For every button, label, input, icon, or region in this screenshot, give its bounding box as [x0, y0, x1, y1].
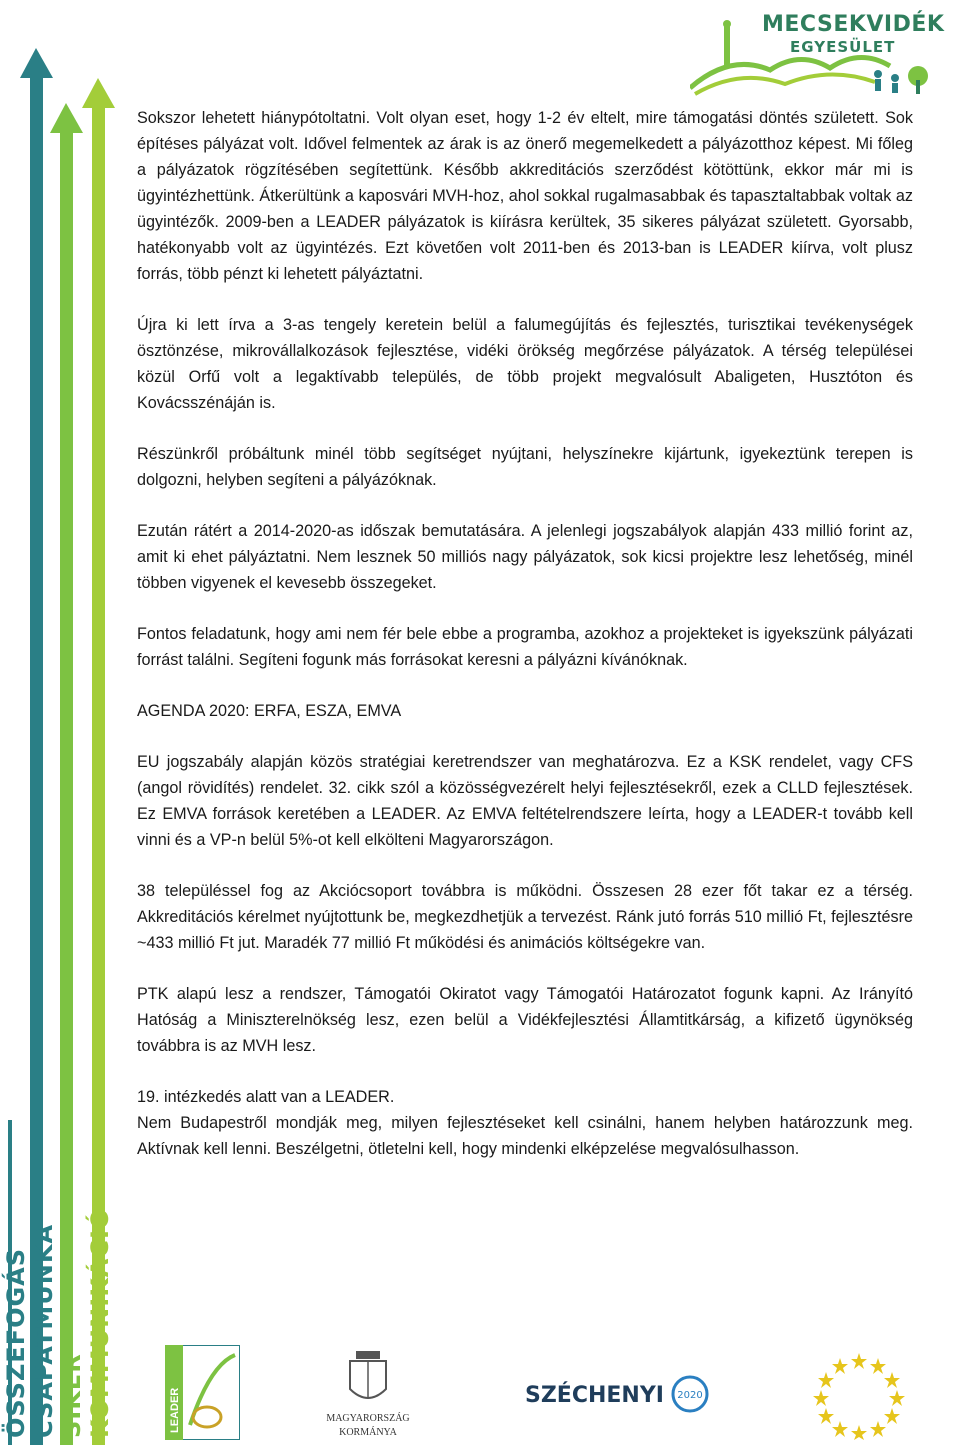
- main-content: [137, 105, 913, 1187]
- szechenyi-text: SZÉCHENYI: [525, 1383, 664, 1408]
- hungary-government-crest-icon: [318, 1345, 418, 1440]
- leader-logo-icon: [165, 1345, 240, 1440]
- paragraph-9: 19. intézkedés alatt van a LEADER.: [137, 1088, 395, 1106]
- paragraph-4: Ezután rátért a 2014-2020-as időszak bemutatására. A jelenlegi jogszabályok alapján 433 millió forint az, amit ki ehet pályáztatni. Nem lesznek 50 milliós nagy pályázatok, sok kicsi projektre lesz lehetőség, minél többen vigyenek el kevesebb összegeket.: [137, 522, 913, 592]
- szechenyi-year: 2020: [677, 1390, 703, 1401]
- logo-subtitle: EGYESÜLET: [790, 38, 896, 56]
- logo-title: MECSEKVIDÉK: [762, 12, 945, 37]
- szechenyi-2020-logo-icon: [525, 1372, 715, 1414]
- paragraph-2: Újra ki lett írva a 3-as tengely keretein belül a falumegújítás és fejlesztés, turisztikai tevékenységek ösztönzése, mikrovállalkozások fejlesztése, vidéki örökség megőrzése pályázatok. A térség települései közül Orfű volt a legaktívabb település, de több projekt megvalósult Abaligeten, Husztóton és Kovácsszénáján is.: [137, 316, 913, 412]
- leader-logo-text: LEADER: [169, 1387, 181, 1433]
- paragraph-6: EU jogszabály alapján közös stratégiai keretrendszer van meghatározva. Ez a KSK rendelet, vagy CFS (angol rövidítés) rendelet. 32. cikk szól a közösségvezérelt helyi fejlesztésekről, ezek a CLLD fejlesztések. Ez EMVA források keretében a LEADER. Az EMVA feltételrendszere leírta, hogy a LEADER-t tovább kell vinni és a VP-n belül 5%-ot kell elkölteni Magyarországon.: [137, 753, 913, 849]
- paragraph-1: Sokszor lehetett hiánypótoltatni. Volt olyan eset, hogy 1-2 év eltelt, mire támogatási döntés született. Sok építéses pályázat volt. Idővel felmentek az árak is az önerő megemelkedett a pályázotthoz képest. Mi főleg a pályázatok rögzítésében segítettünk. Később akkreditációs szerződést kötöttünk, ekkor már mi is ügyintézhettünk. Átkerültünk a kaposvári MVH-hoz, ahol sokkal rugalmasabbak és tapasztaltabbak voltak az ügyintézők. 2009-ben a LEADER pályázatok is kiírásra kerültek, 35 sikeres pályázat született. Gyorsabb, hatékonyabb volt az ügyintézés. Ezt követően volt 2011-ben és 2013-ban is LEADER kiírva, volt plusz forrás, több pénzt ki lehetett pályáztatni.: [137, 109, 913, 283]
- paragraph-8: PTK alapú lesz a rendszer, Támogatói Okiratot vagy Támogatói Határozatot fogunk kapni. Az Irányító Hatóság a Miniszterelnökség lesz, ezen belül a Vidékfejlesztési Államtitkárság, a kifizető ügynökség továbbra is az MVH lesz.: [137, 985, 913, 1055]
- side-word-siker: SIKER: [58, 1353, 86, 1438]
- paragraph-3: Részünkről próbáltunk minél több segítséget nyújtani, helyszínekre kijártunk, igyekeztünk terepen is dolgozni, helyben segíteni a pályázóknak.: [137, 445, 913, 489]
- eu-flag-icon: [812, 1345, 907, 1440]
- paragraph-10: Nem Budapestről mondják meg, milyen fejlesztéseket kell csinálni, hanem helyben határozzunk meg. Aktívnak kell lenni. Beszélgetni, ötletelni kell, hogy mindenki elképzelése megvalósulhasson.: [137, 1114, 913, 1158]
- paragraph-5: Fontos feladatunk, hogy ami nem fér bele ebbe a programba, azokhoz a projekteket is igyekszünk pályázati forrást találni. Segíteni fogunk más forrásokat keresni a pályázni kívánóknak.: [137, 625, 913, 669]
- side-word-osszefogas: ÖSSZEFOGÁS: [2, 1247, 30, 1438]
- side-word-kommunikacio: KOMMUNIKÁCIÓ: [86, 1207, 114, 1438]
- agenda-line: AGENDA 2020: ERFA, ESZA, EMVA: [137, 702, 402, 720]
- crest-text-1: MAGYARORSZÁG: [326, 1413, 410, 1424]
- side-word-csapatmunka: CSAPATMUNKA: [30, 1223, 58, 1438]
- crest-text-2: KORMÁNYA: [339, 1427, 397, 1438]
- paragraph-7: 38 településsel fog az Akciócsoport továbbra is működni. Összesen 28 ezer főt takar ez a térség. Akkreditációs kérelmet nyújtottunk be, megkezdhetjük a tervezést. Ránk jutó forrás 510 millió Ft, fejlesztésre ~433 millió Ft jut. Maradék 77 millió Ft működési és animációs költségekre van.: [137, 882, 913, 952]
